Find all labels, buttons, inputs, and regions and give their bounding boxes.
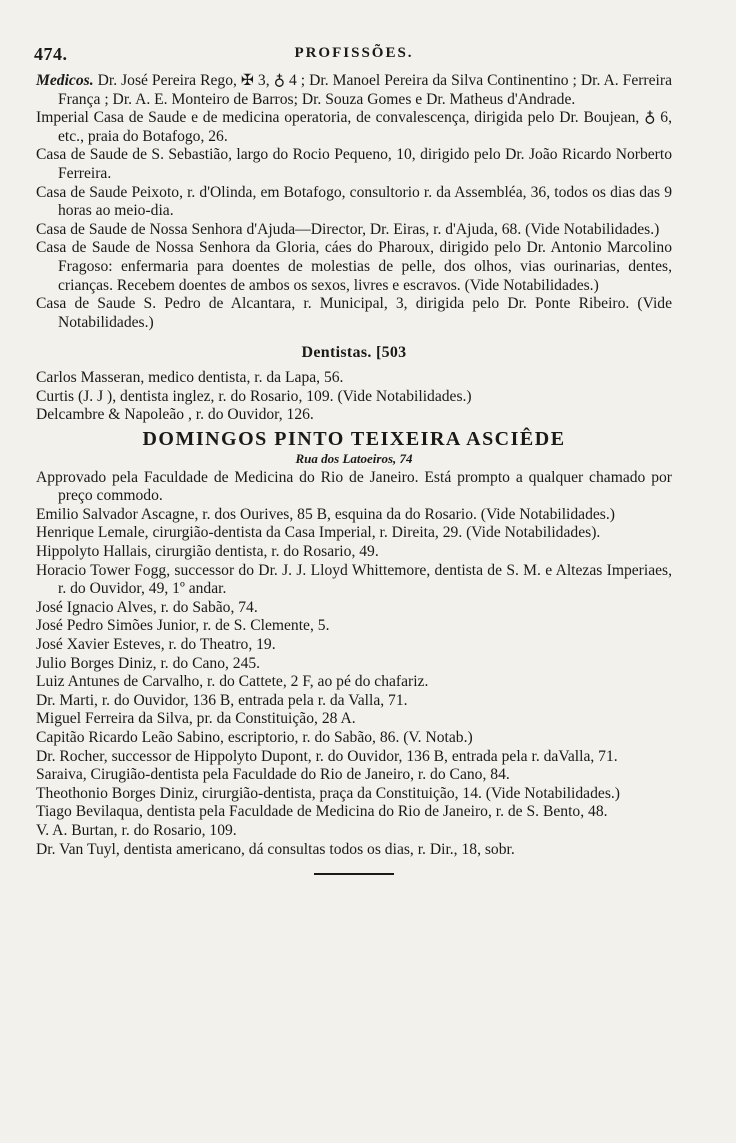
dentist-entry: Carlos Masseran, medico dentista, r. da Lapa, 56.	[36, 368, 344, 386]
dentistas-heading: Dentistas. [503	[301, 344, 407, 362]
advert-name: DOMINGOS PINTO TEIXEIRA ASCIÊDE	[142, 427, 566, 450]
advert-address: Rua dos Latoeiros, 74	[295, 450, 413, 466]
dentist-entry: Emilio Salvador Ascagne, r. dos Ourives, 85 B, esquina da do Rosario. (Vide Notabilidades.)	[36, 505, 615, 523]
dentist-entry: Tiago Bevilaqua, dentista pela Faculdade de Medicina do Rio de Janeiro, r. de S. Bento, 48.	[36, 803, 608, 821]
page-content	[36, 72, 672, 875]
closing-rule	[314, 873, 394, 875]
dentist-entry: José Pedro Simões Junior, r. de S. Clemente, 5.	[36, 617, 330, 635]
advert-text: Approvado pela Faculdade de Medicina do Rio de Janeiro. Está prompto a qualquer chamado por preço commodo.	[36, 468, 672, 505]
medicos-lead: Medicos.	[36, 72, 94, 89]
page-header	[34, 44, 674, 68]
medicos-entry	[36, 72, 672, 109]
dentist-entry: Henrique Lemale, cirurgião-dentista da Casa Imperial, r. Direita, 29. (Vide Notabilidades).	[36, 524, 601, 542]
dentist-entry: Dr. Marti, r. do Ouvidor, 136 B, entrada pela r. da Valla, 71.	[36, 691, 408, 709]
dentist-entry: Curtis (J. J ), dentista inglez, r. do Rosario, 109. (Vide Notabilidades.)	[36, 387, 472, 405]
dentist-entry: José Ignacio Alves, r. do Sabão, 74.	[36, 598, 258, 616]
dentist-entry: Dr. Van Tuyl, dentista americano, dá consultas todos os dias, r. Dir., 18, sobr.	[36, 840, 515, 858]
dentist-entry: Dr. Rocher, successor de Hippolyto Dupont, r. do Ouvidor, 136 B, entrada pela r. daValla, 71.	[36, 747, 618, 765]
casa-entry: Casa de Saude Peixoto, r. d'Olinda, em Botafogo, consultorio r. da Assembléa, 36, todos os dias das 9 horas ao meio-dia.	[36, 183, 672, 220]
running-title: PROFISSÕES.	[294, 45, 414, 61]
dentist-entry: Saraiva, Cirugião-dentista pela Faculdade do Rio de Janeiro, r. do Cano, 84.	[36, 766, 510, 784]
casa-entry: Casa de Saude de Nossa Senhora da Gloria, cáes do Pharoux, dirigido pelo Dr. Antonio Marcolino Fragoso: enfermaria para doentes de molestias de pelle, dos olhos, vias ourinarias, dentes, crianças. Recebem doentes de ambos os sexos, livres e escravos. (Vide Notabilidades.)	[36, 239, 672, 294]
medicos-text: Dr. José Pereira Rego, ✠ 3, ♁ 4 ; Dr. Manoel Pereira da Silva Continentino ; Dr. A. Ferreira França ; Dr. A. E. Monteiro de Barros; Dr. Souza Gomes e Dr. Matheus d'Andrade.	[58, 72, 672, 108]
dentist-entry: Luiz Antunes de Carvalho, r. do Cattete, 2 F, ao pé do chafariz.	[36, 673, 429, 691]
dentist-entry: Miguel Ferreira da Silva, pr. da Constituição, 28 A.	[36, 710, 356, 728]
casa-entry: Casa de Saude S. Pedro de Alcantara, r. Municipal, 3, dirigida pelo Dr. Ponte Ribeiro. (Vide Notabilidades.)	[36, 295, 672, 331]
dentist-entry: Horacio Tower Fogg, successor do Dr. J. J. Lloyd Whittemore, dentista de S. M. e Altezas Imperiaes, r. do Ouvidor, 49, 1º andar.	[36, 561, 672, 598]
dentist-entry: Theothonio Borges Diniz, cirurgião-dentista, praça da Constituição, 14. (Vide Notabilidades.)	[36, 784, 620, 802]
dentist-entry: José Xavier Esteves, r. do Theatro, 19.	[36, 636, 276, 654]
dentist-entry: V. A. Burtan, r. do Rosario, 109.	[36, 821, 237, 839]
casa-entry: Casa de Saude de S. Sebastião, largo do Rocio Pequeno, 10, dirigido pelo Dr. João Ricardo Norberto Ferreira.	[36, 146, 672, 182]
casa-entry: Imperial Casa de Saude e de medicina operatoria, de convalescença, dirigida pelo Dr. Boujean, ♁ 6, etc., praia do Botafogo, 26.	[36, 109, 672, 145]
casa-entry: Casa de Saude de Nossa Senhora d'Ajuda—Director, Dr. Eiras, r. d'Ajuda, 68. (Vide Notabilidades.)	[36, 220, 660, 238]
dentist-entry: Delcambre & Napoleão , r. do Ouvidor, 126.	[36, 406, 314, 424]
dentist-entry: Julio Borges Diniz, r. do Cano, 245.	[36, 654, 261, 672]
dentist-entry: Hippolyto Hallais, cirurgião dentista, r. do Rosario, 49.	[36, 543, 379, 561]
dentist-entry: Capitão Ricardo Leão Sabino, escriptorio, r. do Sabão, 86. (V. Notab.)	[36, 729, 473, 746]
page-number: 474.	[34, 44, 68, 64]
